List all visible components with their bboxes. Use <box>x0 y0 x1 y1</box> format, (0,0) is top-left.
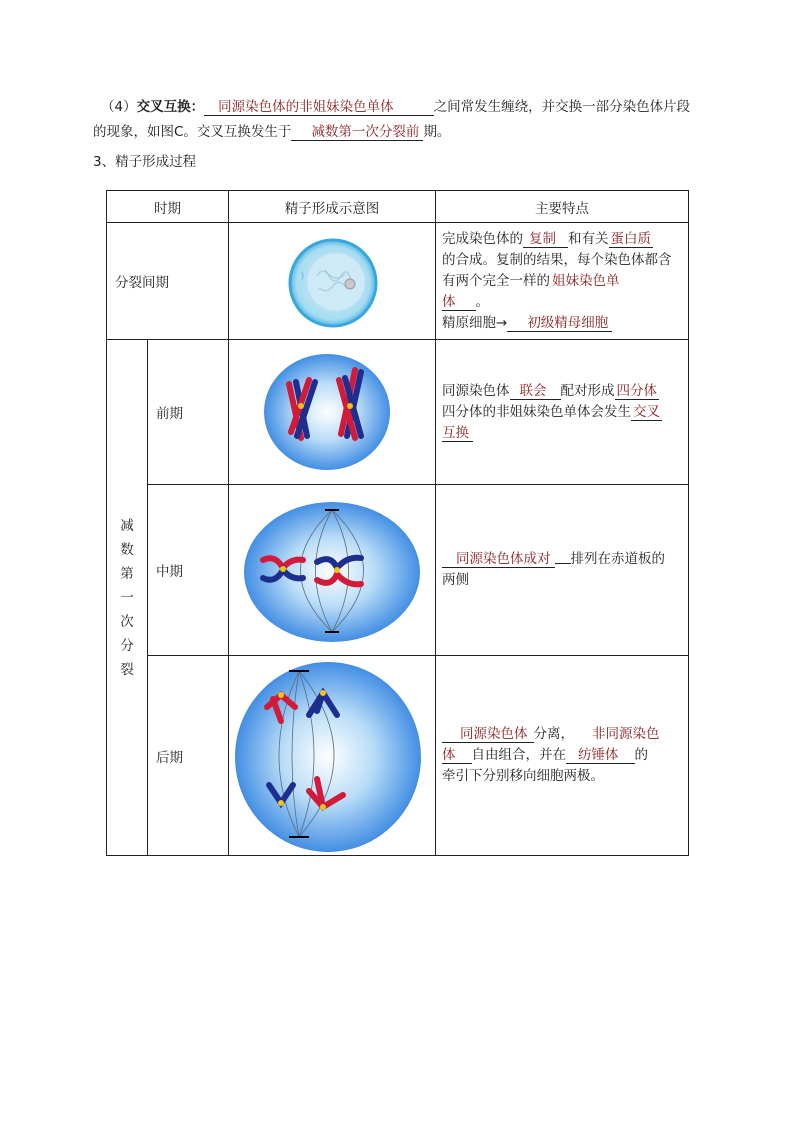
answer-protein: 蛋白质 <box>610 230 651 247</box>
table-row-prophase <box>107 340 689 485</box>
answer-timing: 减数第一次分裂前 <box>291 124 423 141</box>
term-label: 交叉互换： <box>136 99 205 115</box>
answer-paired-homologs: 同源染色体成对 <box>442 551 555 568</box>
features-metaphase: 同源染色体成对 排列在赤道板的 两侧 <box>436 485 689 656</box>
diagram-metaphase <box>229 485 436 656</box>
answer-spindle: 纺锤体 <box>566 747 635 764</box>
answer-non-homologs: 非同源染色 <box>592 726 660 742</box>
anaphase-cell-image <box>229 659 435 853</box>
table-row-anaphase <box>107 656 689 856</box>
prophase-cell-image <box>229 342 435 482</box>
answer-tetrad: 四分体 <box>616 382 657 399</box>
answer-replication: 复制 <box>523 231 568 248</box>
spermatogenesis-table <box>106 190 689 856</box>
table-header-row <box>107 191 689 223</box>
diagram-prophase <box>229 340 436 485</box>
intro-text-1: 之间常发生缠绕，并交换一部分染色体片段 <box>433 99 691 115</box>
stage-prophase: 前期 <box>148 340 229 485</box>
header-diagram: 精子形成示意图 <box>229 191 436 223</box>
metaphase-cell-image <box>229 490 435 650</box>
item-number: （4） <box>101 99 137 115</box>
header-features: 主要特点 <box>436 191 689 223</box>
meiosis-1-label: 减 数 第 一 次 分 裂 <box>107 340 148 856</box>
answer-synapsis: 联会 <box>510 383 561 400</box>
features-prophase: 同源染色体 联会 配对形成 四分体 四分体的非姐妹染色单体会发生 交叉 互换 <box>436 340 689 485</box>
intro-line-1 <box>93 97 690 117</box>
answer-primary-spermatocyte: 初级精母细胞 <box>507 315 612 332</box>
answer-crossover: 交叉 <box>633 403 660 420</box>
stage-metaphase: 中期 <box>148 485 229 656</box>
intro-text-3: 期。 <box>423 124 451 140</box>
answer-sister-chromatid: 姐妹染色单 <box>552 272 620 289</box>
table-row-interphase <box>107 223 689 340</box>
features-anaphase: 同源染色体 分离， 非同源染色 体 自由组合，并在 纺锤体 的 牵引下分别移向细胞两极。 <box>436 656 689 856</box>
answer-crossing-over: 同源染色体的非姐妹染色单体 <box>204 99 434 116</box>
answer-homologs-separate: 同源染色体 <box>442 726 534 743</box>
stage-interphase: 分裂间期 <box>107 223 229 340</box>
diagram-anaphase <box>229 656 436 856</box>
section-title: 3、精子形成过程 <box>93 154 197 170</box>
header-stage: 时期 <box>107 191 229 223</box>
interphase-cell-image <box>229 226 435 336</box>
features-interphase: 完成染色体的 复制 和有关 蛋白质 的合成。复制的结果，每个染色体都含 有两个完全一样的 姐妹染色单 体 。 精原细胞→ 初级精母细胞 <box>436 223 689 340</box>
intro-text-2: 的现象，如图C。交叉互换发生于 <box>93 124 292 140</box>
table-row-metaphase <box>107 485 689 656</box>
stage-anaphase: 后期 <box>148 656 229 856</box>
intro-line-2 <box>93 122 450 142</box>
diagram-interphase <box>229 223 436 340</box>
